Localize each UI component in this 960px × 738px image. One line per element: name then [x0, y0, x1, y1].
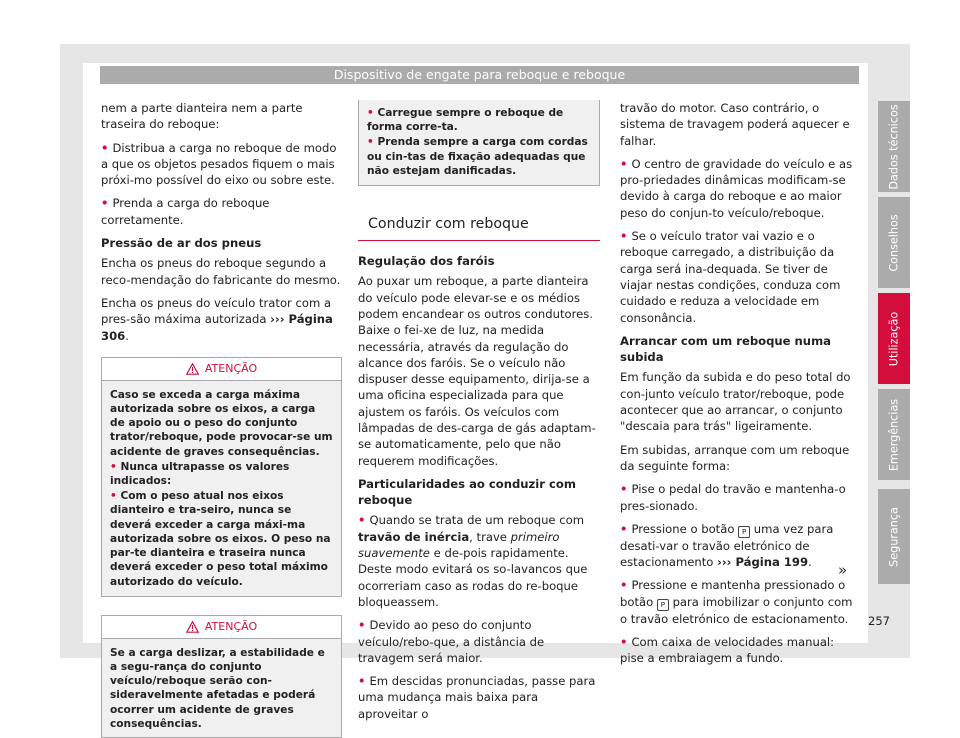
- page-reference-link[interactable]: ››› Página 199: [717, 555, 809, 570]
- bullet-icon: •: [101, 140, 113, 155]
- tab-dados-tecnicos[interactable]: Dados técnicos: [878, 101, 910, 192]
- subheading: Regulação dos faróis: [358, 254, 495, 269]
- paragraph: travão do motor. Caso contrário, o sistema de travagem poderá aquecer e falhar.: [620, 101, 850, 148]
- column-1: [101, 100, 342, 738]
- bullet-item: • Pressione e mantenha pressionado o botão P para imobilizar o conjunto com o travão eletrónico de estacionamento.: [620, 578, 853, 626]
- tab-utilizacao[interactable]: Utilização: [878, 293, 910, 384]
- bullet-item: • Pressione o botão P uma vez para desati-var o travão eletrónico de estacionamento ››› Página 199.: [620, 521, 834, 570]
- bullet-icon: •: [101, 196, 113, 211]
- warning-box: [101, 357, 342, 597]
- bullet-item: • O centro de gravidade do veículo e as pro-priedades dinâmicas modificam-se devido à carga do reboque e ao maior peso do conjun-to veículo/reboque.: [620, 156, 853, 220]
- section-title: Conduzir com reboque: [358, 214, 600, 241]
- warning-triangle-icon: [186, 621, 199, 633]
- paragraph: Em função da subida e do peso total do con-junto veículo trator/reboque, pode acontecer que ao arrancar, o conjunto "descaia para trás" ligeiramente.: [620, 370, 851, 434]
- page-header: Dispositivo de engate para reboque e reboque: [100, 66, 859, 84]
- warning-body: Se a carga deslizar, a estabilidade e a segu-rança do conjunto veículo/reboque serão con-sideravelmente afetadas e poderá ocorrer um acidente de graves consequências.: [102, 639, 341, 737]
- tab-seguranca[interactable]: Segurança: [878, 489, 910, 584]
- paragraph: Ao puxar um reboque, a parte dianteira do veículo pode elevar-se e os médios podem encandear os outros condutores. Baixe o fei-xe de luz, na medida necessária, através da regulação do alcance dos faróis. Se o veículo não dispuser desse equipamento, dirija-se a uma oficina especializada para que ajustem os faróis. Os veículos com lâmpadas de des-carga de gás adaptam-se automaticamente, pelo que não requerem modificações.: [358, 274, 596, 468]
- column-2: [358, 100, 600, 729]
- bullet-item: • Se o veículo trator vai vazio e o reboque carregado, a distribuição da carga será ina-dequada. Se tiver de viajar nestas condições, conduza com cuidado e reduza a velocidade em consonância.: [620, 229, 841, 325]
- continue-arrow-icon: »: [838, 561, 848, 579]
- page-number: 257: [868, 614, 890, 628]
- page-reference-link[interactable]: ››› Página 306: [101, 312, 333, 343]
- tab-emergencias[interactable]: Emergências: [878, 389, 910, 480]
- warning-triangle-icon: [186, 363, 199, 375]
- warning-header: ATENÇÃO: [102, 616, 341, 639]
- warning-header: ATENÇÃO: [102, 358, 341, 381]
- subheading: Particularidades ao conduzir com reboque: [358, 476, 576, 508]
- bullet-item: • Pise o pedal do travão e mantenha-o pres-sionado.: [620, 482, 846, 513]
- warning-box-continued: [358, 100, 600, 186]
- paragraph: Em subidas, arranque com um reboque da seguinte forma:: [620, 442, 850, 473]
- parking-brake-button-icon: P: [738, 526, 750, 538]
- bullet-item: • Nunca ultrapasse os valores indicados:: [110, 460, 290, 488]
- bullet-item: • Distribua a carga no reboque de modo a que os objetos pesados fiquem o mais próxi-mo possível do eixo ou sobre este.: [101, 140, 337, 188]
- warning-body: Caso se exceda a carga máxima autorizada sobre os eixos, a carga de apoio ou o peso do conjunto trator/reboque, pode provocar-se um acidente de graves consequências. • Nunca ultrapasse os valores indicados: • Com o peso atual nos eixos dianteiro e tra-seiro, nunca se deverá exceder a carga máxi-ma autorizada sobre os eixos. O peso na par-te dianteira e traseira nunca deverá exceder o peso total máximo autorizado do veículo.: [102, 381, 341, 596]
- subheading: Arrancar com um reboque numa subida: [620, 333, 831, 365]
- bullet-item: • Carregue sempre o reboque de forma corre-ta.: [367, 107, 564, 134]
- bullet-item: • Prenda sempre a carga com cordas ou cin-tas de fixação adequadas que não estejam danificadas.: [367, 136, 588, 177]
- bullet-item: • Prenda a carga do reboque corretamente.: [101, 196, 270, 227]
- bullet-item: • Com o peso atual nos eixos dianteiro e tra-seiro, nunca se deverá exceder a carga máxi-ma autorizada sobre os eixos. O peso na par-te dianteira e traseira nunca deverá exceder o peso total máximo autorizado do veículo.: [110, 490, 331, 588]
- subheading: Pressão de ar dos pneus: [101, 236, 262, 251]
- tab-conselhos[interactable]: Conselhos: [878, 197, 910, 288]
- parking-brake-button-icon: P: [657, 599, 669, 611]
- paragraph: Encha os pneus do veículo trator com a pres-são máxima autorizada ››› Página 306.: [101, 295, 333, 343]
- bullet-item: • Devido ao peso do conjunto veículo/rebo-que, a distância de travagem será maior.: [358, 618, 545, 665]
- bullet-item: • Em descidas pronunciadas, passe para uma mudança mais baixa para aproveitar o: [358, 674, 596, 721]
- warning-body: [359, 100, 599, 185]
- paragraph: Encha os pneus do reboque segundo a reco-mendação do fabricante do mesmo.: [101, 256, 341, 287]
- paragraph: nem a parte dianteira nem a parte traseira do reboque:: [101, 101, 303, 132]
- column-3: [620, 100, 860, 674]
- bullet-item: • Quando se trata de um reboque com travão de inércia, trave primeiro suavemente e de-pois rapidamente. Deste modo evitará os so-lavancos que ocorreriam caso as rodas do re-boque bloqueassem.: [358, 513, 588, 609]
- bullet-item: • Com caixa de velocidades manual: pise a embraiagem a fundo.: [620, 635, 835, 666]
- warning-box: [101, 615, 342, 738]
